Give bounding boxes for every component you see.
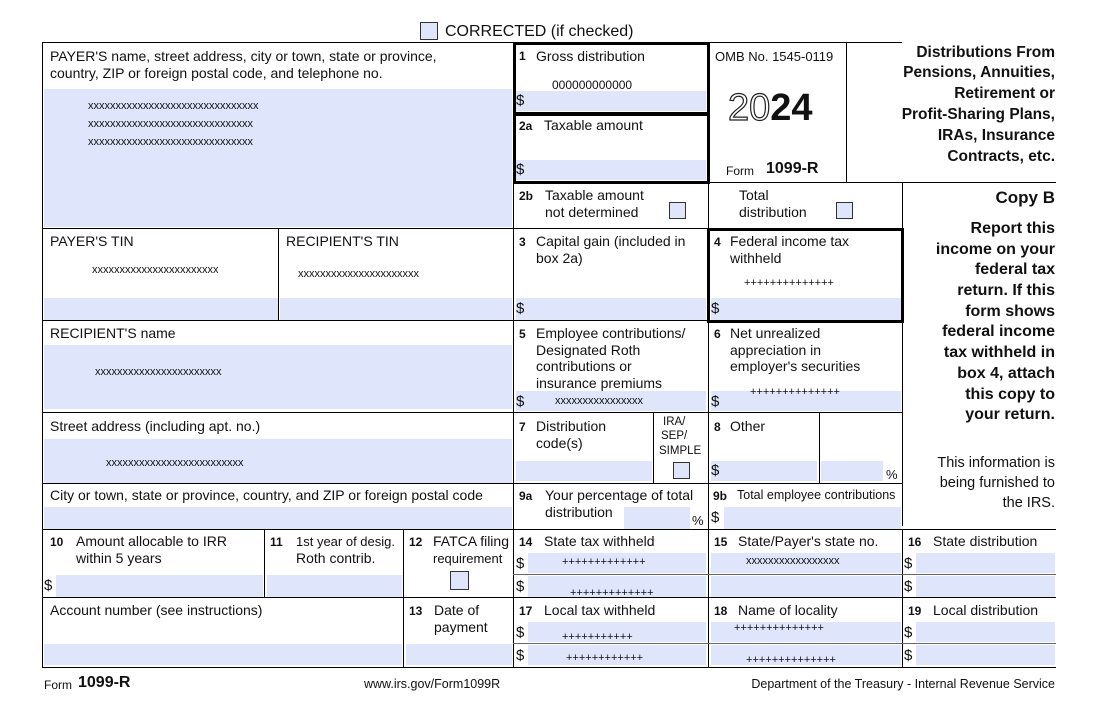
- box7-label-2: code(s): [536, 435, 583, 451]
- box4-value: ++++++++++++++: [744, 277, 834, 289]
- box10-num: 10: [50, 535, 64, 549]
- box11-label-1: 1st year of desig.: [296, 534, 395, 549]
- box2b-label-1: Taxable amount: [545, 187, 644, 203]
- box18-num: 18: [714, 604, 728, 618]
- copy-report-6: federal income: [942, 323, 1055, 340]
- box19-label: Local distribution: [933, 602, 1039, 618]
- form-left-line: [42, 42, 43, 668]
- street-value: xxxxxxxxxxxxxxxxxxxxxxxxx: [106, 457, 244, 469]
- recipient-tin-fill[interactable]: [280, 298, 512, 320]
- box2a-num: 2a: [519, 119, 533, 133]
- title-line-4: Profit-Sharing Plans,: [901, 106, 1055, 123]
- box5-value: xxxxxxxxxxxxxxxx: [555, 395, 643, 407]
- account-label: Account number (see instructions): [50, 602, 263, 618]
- box19-num: 19: [908, 604, 922, 618]
- box17-value-2: ++++++++++++: [566, 652, 644, 664]
- account-fill[interactable]: [44, 644, 402, 665]
- box8-percent-fill[interactable]: [821, 461, 883, 481]
- box16-fill-2[interactable]: [916, 576, 1055, 597]
- box9b-label: Total employee contributions: [737, 488, 896, 502]
- box16-label: State distribution: [933, 533, 1038, 549]
- box5-label-3: contributions or: [536, 358, 632, 374]
- corrected-checkbox[interactable]: [420, 22, 438, 40]
- copy-report-1: Report this: [970, 220, 1055, 237]
- total-distribution-label-2: distribution: [739, 204, 807, 220]
- box5-label-1: Employee contributions/: [536, 325, 686, 341]
- box7-label-1: Distribution: [536, 418, 607, 434]
- box12-label-1: FATCA filing: [433, 533, 509, 549]
- form-bottom-line: [42, 667, 1056, 668]
- box3-num: 3: [519, 235, 526, 249]
- box10-label-1: Amount allocable to IRR: [76, 533, 227, 549]
- footer-form-name: 1099-R: [78, 674, 131, 691]
- box7-num: 7: [519, 420, 526, 434]
- omb-form-name: 1099-R: [766, 160, 819, 177]
- corrected-label: CORRECTED (if checked): [445, 23, 634, 40]
- copy-info-3: the IRS.: [1002, 495, 1055, 511]
- box16-fill-1[interactable]: [916, 553, 1055, 573]
- box8-fill[interactable]: [711, 461, 817, 481]
- box9a-label-1: Your percentage of total: [545, 487, 694, 503]
- row-line-7: [42, 597, 1056, 598]
- copy-info-2: being furnished to: [939, 475, 1055, 491]
- box14-num: 14: [519, 535, 533, 549]
- tin-divider: [278, 228, 279, 320]
- box1-label: Gross distribution: [536, 48, 645, 64]
- box19-dollar-1: $: [904, 624, 913, 641]
- box1-value: 000000000000: [552, 78, 633, 92]
- box14-label: State tax withheld: [544, 533, 655, 549]
- ira-divider: [653, 412, 654, 483]
- box9a-percent: %: [692, 513, 704, 528]
- box11-fill[interactable]: [267, 575, 402, 597]
- box16-dollar-1: $: [904, 555, 913, 572]
- footer-form-prefix: Form: [44, 678, 72, 692]
- box11-num: 11: [270, 535, 283, 549]
- title-line-5: IRAs, Insurance: [937, 127, 1055, 144]
- city-fill[interactable]: [44, 507, 512, 529]
- city-label: City or town, state or province, country, and ZIP or foreign postal code: [50, 487, 483, 503]
- payer-tin-value: xxxxxxxxxxxxxxxxxxxxxxx: [92, 264, 219, 276]
- copy-report-9: this copy to: [965, 386, 1055, 403]
- payer-line-1: xxxxxxxxxxxxxxxxxxxxxxxxxxxxxxx: [88, 100, 259, 112]
- copy-report-10: your return.: [965, 406, 1055, 423]
- tax-year-bold: 24: [770, 87, 813, 129]
- state-sub-line: [513, 574, 1056, 575]
- box6-dollar: $: [711, 393, 720, 410]
- payer-label-2: country, ZIP or foreign postal code, and telephone no.: [50, 65, 383, 81]
- box11-label-2: Roth contrib.: [296, 550, 376, 566]
- box12-divider: [403, 529, 404, 668]
- box9b-dollar: $: [711, 509, 720, 526]
- box10-dollar: $: [44, 577, 53, 594]
- box4-dollar: $: [711, 300, 720, 317]
- box17-num: 17: [519, 604, 533, 618]
- box17-dollar-1: $: [516, 624, 525, 641]
- box3-dollar: $: [516, 300, 525, 317]
- col-divider-3: [902, 530, 903, 668]
- box12-label-2: requirement: [433, 551, 503, 566]
- box3-label-2: box 2a): [536, 250, 583, 266]
- payer-tin-label: PAYER'S TIN: [50, 233, 134, 249]
- omb-right-line: [846, 42, 847, 182]
- box15-label: State/Payer's state no.: [738, 533, 879, 549]
- box5-dollar: $: [516, 393, 525, 410]
- recipient-name-value: xxxxxxxxxxxxxxxxxxxxxxx: [95, 366, 222, 378]
- copy-report-4: return. If this: [957, 282, 1055, 299]
- box8-divider: [819, 412, 820, 483]
- box8-dollar: $: [711, 462, 720, 479]
- box6-num: 6: [714, 327, 721, 341]
- fatca-checkbox[interactable]: [450, 571, 469, 590]
- title-line-6: Contracts, etc.: [947, 148, 1055, 165]
- street-label: Street address (including apt. no.): [50, 418, 261, 434]
- copy-report-3: federal tax: [974, 261, 1055, 278]
- copy-title: Copy B: [995, 188, 1055, 207]
- title-line-1: Distributions From: [916, 44, 1055, 61]
- ira-label-1: IRA/: [663, 416, 686, 428]
- payer-tin-fill[interactable]: [44, 298, 278, 320]
- box8-label: Other: [730, 418, 766, 434]
- box17-dollar-2: $: [516, 647, 525, 664]
- box13-fill[interactable]: [406, 644, 512, 665]
- box17-value-1: +++++++++++: [562, 631, 633, 643]
- box4-label-2: withheld: [730, 250, 782, 266]
- recipient-tin-label: RECIPIENT'S TIN: [286, 233, 399, 249]
- box13-num: 13: [409, 604, 423, 618]
- box19-fill-2[interactable]: [916, 645, 1055, 665]
- box4-num: 4: [714, 235, 721, 249]
- ira-sep-simple-checkbox[interactable]: [673, 462, 690, 479]
- recipient-name-label: RECIPIENT'S name: [50, 325, 176, 341]
- footer-dept: Department of the Treasury - Internal Revenue Service: [751, 677, 1055, 691]
- box5-label-2: Designated Roth: [536, 342, 641, 358]
- omb-form-prefix: Form: [726, 164, 754, 178]
- box14-value-2: +++++++++++++: [570, 587, 654, 599]
- box6-label-3: employer's securities: [730, 358, 861, 374]
- copy-report-8: box 4, attach: [957, 365, 1055, 382]
- omb-number: OMB No. 1545-0119: [715, 49, 834, 64]
- box15-fill-2[interactable]: [711, 576, 901, 597]
- box9a-num: 9a: [519, 489, 533, 503]
- box2b-label-2: not determined: [545, 204, 639, 220]
- copy-report-2: income on your: [935, 241, 1055, 258]
- box17-label: Local tax withheld: [544, 602, 656, 618]
- box18-label: Name of locality: [738, 602, 838, 618]
- title-line-3: Retirement or: [954, 85, 1055, 102]
- box7-fill[interactable]: [516, 461, 652, 481]
- box9a-fill[interactable]: [624, 507, 690, 529]
- box5-num: 5: [519, 327, 526, 341]
- tax-year: [728, 88, 813, 128]
- box9b-num: 9b: [713, 489, 728, 503]
- box11-divider: [264, 529, 265, 598]
- box18-value-2: ++++++++++++++: [746, 654, 836, 666]
- box4-label-1: Federal income tax: [730, 233, 850, 249]
- copy-report-5: form shows: [965, 303, 1055, 320]
- box2b-num: 2b: [519, 189, 534, 203]
- box2a-label: Taxable amount: [544, 117, 643, 133]
- box19-dollar-2: $: [904, 647, 913, 664]
- box9a-label-2: distribution: [545, 504, 613, 520]
- total-distribution-checkbox[interactable]: [836, 202, 853, 219]
- payer-line-2: xxxxxxxxxxxxxxxxxxxxxxxxxxxxxx: [88, 118, 253, 130]
- ira-label-3: SIMPLE: [659, 445, 702, 457]
- row-line-5: [42, 483, 902, 484]
- box12-num: 12: [409, 535, 423, 549]
- box6-label-1: Net unrealized: [730, 325, 821, 341]
- payer-line-3: xxxxxxxxxxxxxxxxxxxxxxxxxxxxxx: [88, 136, 253, 148]
- footer-url[interactable]: www.irs.gov/Form1099R: [364, 677, 501, 691]
- box13-label-2: payment: [434, 619, 488, 635]
- box8-percent: %: [886, 467, 898, 482]
- row-line-4: [42, 412, 902, 413]
- ira-label-2: SEP/: [661, 430, 688, 442]
- box10-label-2: within 5 years: [76, 550, 162, 566]
- box18-value-1: ++++++++++++++: [734, 622, 824, 634]
- box3-fill[interactable]: [516, 298, 706, 320]
- box15-num: 15: [714, 535, 728, 549]
- copy-report-7: tax withheld in: [943, 344, 1055, 361]
- box2b-checkbox[interactable]: [669, 202, 686, 219]
- total-distribution-label-1: Total: [739, 187, 769, 203]
- box10-fill[interactable]: [56, 575, 263, 597]
- box1-dollar: $: [516, 92, 525, 109]
- box6-label-2: appreciation in: [730, 342, 822, 358]
- recipient-tin-value: xxxxxxxxxxxxxxxxxxxxxx: [298, 268, 419, 280]
- box13-label-1: Date of: [434, 602, 480, 618]
- box19-fill-1[interactable]: [916, 622, 1055, 642]
- box2a-dollar: $: [516, 161, 525, 178]
- box9b-fill[interactable]: [724, 507, 901, 529]
- box3-label-1: Capital gain (included in: [536, 233, 686, 249]
- row-line-6: [42, 529, 1056, 530]
- box8-num: 8: [714, 420, 721, 434]
- copy-info-1: This information is: [937, 455, 1055, 471]
- payer-label-1: PAYER'S name, street address, city or town, state or province,: [50, 48, 437, 64]
- box14-value-1: +++++++++++++: [562, 556, 646, 568]
- box6-value: ++++++++++++++: [750, 386, 840, 398]
- box1-num: 1: [519, 49, 526, 63]
- box14-dollar-1: $: [516, 555, 525, 572]
- box16-num: 16: [908, 535, 922, 549]
- box16-dollar-2: $: [904, 578, 913, 595]
- box14-dollar-2: $: [516, 578, 525, 595]
- tax-year-light: 20: [728, 87, 771, 129]
- title-line-2: Pensions, Annuities,: [903, 64, 1055, 81]
- box15-value: xxxxxxxxxxxxxxxxx: [746, 555, 840, 567]
- form-top-line: [42, 42, 902, 43]
- box5-label-4: insurance premiums: [536, 375, 663, 391]
